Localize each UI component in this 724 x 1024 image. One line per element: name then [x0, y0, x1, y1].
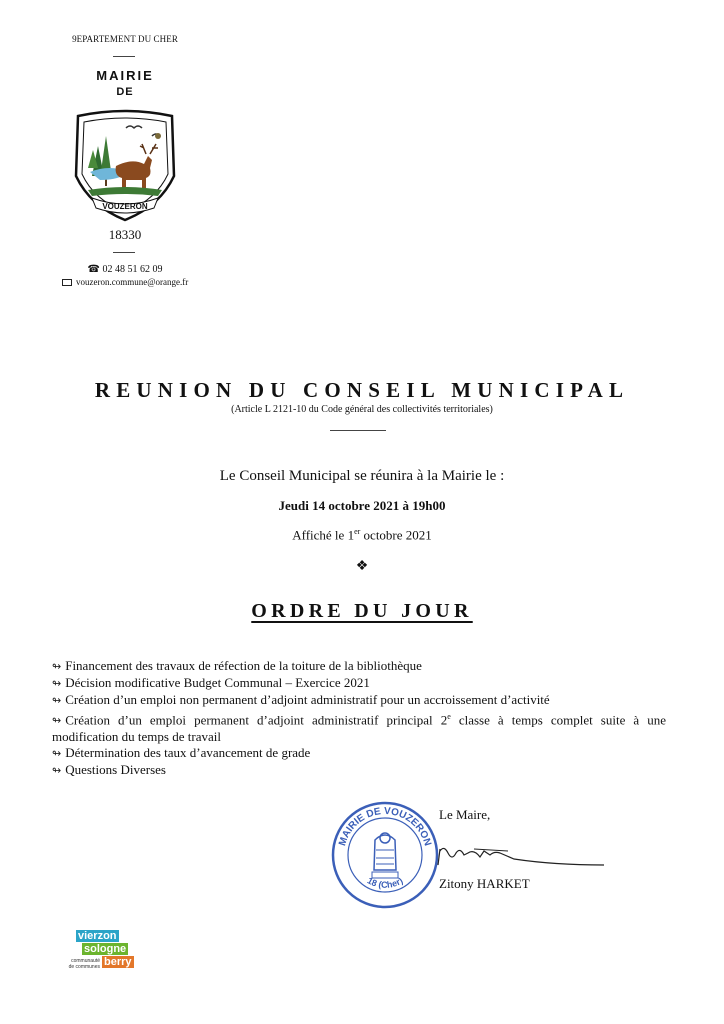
- agenda-item-text: Création d’un emploi non permanent d’adjoint administratif pour un accroissement d’activité: [65, 692, 550, 707]
- divider: [330, 430, 386, 431]
- department-label: 9EPARTEMENT DU CHER: [72, 34, 178, 44]
- logo-word-berry: berry: [104, 956, 132, 968]
- svg-text:MAIRIE DE VOUZERON: [337, 806, 433, 847]
- meeting-intro: Le Conseil Municipal se réunira à la Mairie le :: [219, 468, 505, 484]
- divider: [113, 252, 135, 253]
- meeting-date: Jeudi 14 octobre 2021 à 19h00: [278, 498, 446, 513]
- computer-icon: [62, 279, 72, 286]
- phone-line: [60, 264, 190, 275]
- posting-date-suffix: octobre 2021: [360, 527, 432, 543]
- handwritten-signature: [434, 835, 614, 875]
- agenda-item-sup: e: [447, 712, 451, 721]
- hooked-arrow-icon: ↬: [52, 764, 62, 778]
- list-item: [52, 692, 666, 709]
- stamp-top-text: MAIRIE DE VOUZERON: [337, 805, 433, 848]
- agenda-item-text: Décision modificative Budget Communal – Exercice 2021: [65, 675, 370, 690]
- list-item: [52, 675, 666, 692]
- crest-logo: [70, 106, 180, 222]
- logo-word-sologne: sologne: [84, 943, 127, 955]
- agenda-item-text: Détermination des taux d’avancement de grade: [65, 745, 311, 761]
- telephone-icon: ☎: [87, 264, 100, 275]
- crest-text: VOUZERON: [102, 202, 148, 211]
- list-item: [52, 762, 666, 779]
- phone-number: 02 48 51 62 09: [102, 264, 163, 275]
- article-reference: (Article L 2121-10 du Code général des collectivités territoriales): [231, 404, 493, 415]
- agenda-item-text: Questions Diverses: [65, 762, 166, 778]
- hooked-arrow-icon: ↬: [52, 694, 62, 707]
- agenda-title-text: ORDRE DU JOUR: [251, 600, 473, 622]
- posting-date-sup: er: [354, 527, 361, 536]
- signatory-role: Le Maire,: [439, 807, 491, 822]
- page-title: REUNION DU CONSEIL MUNICIPAL: [94, 378, 630, 402]
- agenda-title: [0, 600, 724, 623]
- mairie-label: MAIRIE: [96, 68, 154, 83]
- hooked-arrow-icon: ↬: [52, 714, 62, 728]
- hooked-arrow-icon: ↬: [52, 677, 62, 690]
- official-stamp: [330, 800, 440, 910]
- signatory-name: Zitony HARKET: [439, 876, 530, 891]
- postal-code: 18330: [108, 227, 142, 242]
- divider: [113, 56, 135, 57]
- email-address: vouzeron.commune@orange.fr: [76, 277, 189, 287]
- logo-subtitle: [56, 958, 100, 970]
- community-logo: [52, 928, 144, 976]
- agenda-item-text: Financement des travaux de réfection de la toiture de la bibliothèque: [65, 658, 422, 673]
- list-item: [52, 709, 666, 745]
- de-label: DE: [116, 86, 134, 98]
- hooked-arrow-icon: ↬: [52, 660, 62, 673]
- agenda-item-text: Création d’un emploi permanent d’adjoint administratif principal 2: [65, 712, 448, 728]
- stamp-bottom-text: 18 (Cher): [365, 875, 405, 890]
- posting-date-prefix: Affiché le 1: [292, 527, 355, 543]
- logo-sub-line: de communes: [68, 964, 100, 970]
- posting-date: [0, 527, 724, 543]
- list-item: [52, 745, 666, 762]
- agenda-item-text: classe à temps complet suite à une modification du temps de travail: [52, 712, 666, 745]
- logo-sub-line: communauté: [71, 958, 100, 964]
- agenda-list: [52, 658, 666, 779]
- logo-word-vierzon: vierzon: [78, 930, 117, 942]
- hooked-arrow-icon: ↬: [52, 747, 62, 761]
- separator-ornament: ❖: [355, 559, 369, 574]
- email-line: [40, 277, 210, 287]
- list-item: [52, 658, 666, 675]
